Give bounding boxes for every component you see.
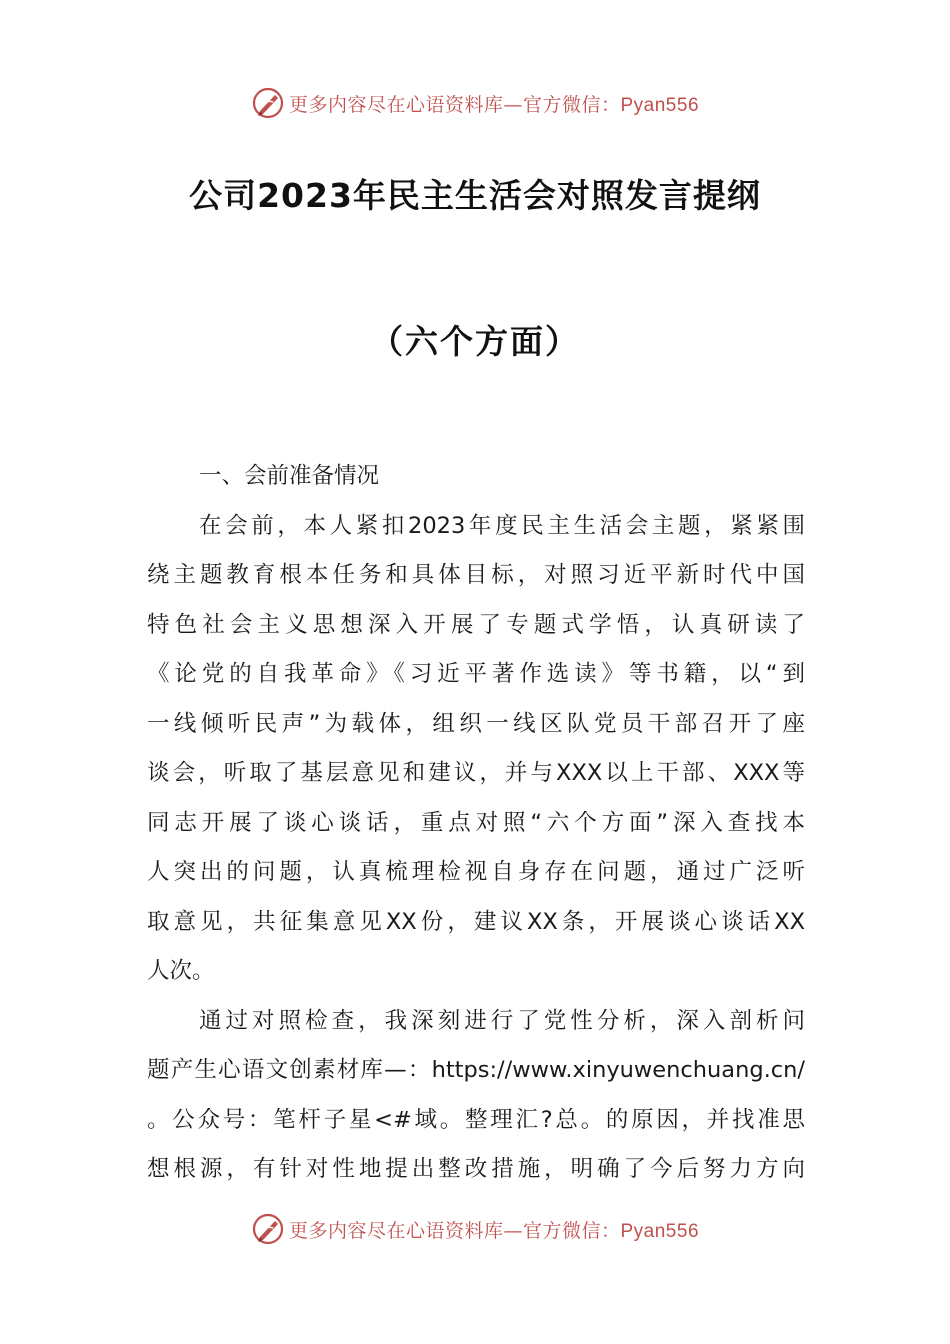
paragraph-line: 特色社会主义思想深入开展了专题式学悟，认真研读了 — [147, 611, 805, 638]
watermark-library-text: 更多内容尽在心语资料库— — [288, 93, 523, 116]
paragraph-line: 人次。 — [147, 958, 215, 984]
document-body — [147, 452, 805, 1195]
paragraph-line: 《论党的自我革命》《习近平著作选读》等书籍，以“到 — [147, 661, 805, 687]
watermark-wechat-text: 官方微信：Pyan556 — [523, 1220, 700, 1242]
paragraph-line: 想根源，有针对性地提出整改措施，明确了今后努力方向 — [147, 1156, 805, 1182]
pen-logo-icon — [251, 1212, 285, 1246]
paragraph-line: 一线倾听民声”为载体，组织一线区队党员干部召开了座 — [147, 710, 805, 737]
paragraph-line: 人突出的问题，认真梳理检视自身存在问题，通过广泛听 — [147, 859, 805, 885]
paragraph-line: 绕主题教育根本任务和具体目标，对照习近平新时代中国 — [147, 562, 805, 588]
document-subtitle: （六个方面） — [370, 322, 580, 361]
paragraph-line: 谈会，听取了基层意见和建议，并与XXX以上干部、XXX等 — [147, 760, 805, 786]
pen-logo-icon — [251, 86, 285, 120]
paragraph-line: 通过对照检查，我深刻进行了党性分析，深入剖析问 — [199, 1007, 805, 1034]
paragraph-line: 。公众号：笔杆子星<#域。整理汇?总。的原因，并找准思 — [147, 1106, 805, 1133]
footer-watermark — [0, 1209, 950, 1249]
watermark-text — [289, 1216, 699, 1243]
paragraph-line: 同志开展了谈心谈话，重点对照“六个方面”深入查找本 — [147, 809, 805, 836]
paragraph-line: 取意见，共征集意见XX份，建议XX条，开展谈心谈话XX — [147, 908, 805, 935]
paragraph-line: 题产生心语文创素材库—：https://www.xinyuwenchuang.cn/ — [147, 1057, 805, 1083]
watermark-text — [289, 90, 699, 117]
watermark-library-text: 更多内容尽在心语资料库— — [288, 1219, 523, 1242]
paragraph-line: 在会前，本人紧扣2023年度民主生活会主题，紧紧围 — [199, 512, 805, 539]
watermark-wechat-text: 官方微信：Pyan556 — [523, 94, 700, 116]
document-title: 公司2023年民主生活会对照发言提纲 — [189, 176, 761, 215]
section-heading: 一、会前准备情况 — [199, 463, 380, 489]
header-watermark — [0, 83, 950, 123]
